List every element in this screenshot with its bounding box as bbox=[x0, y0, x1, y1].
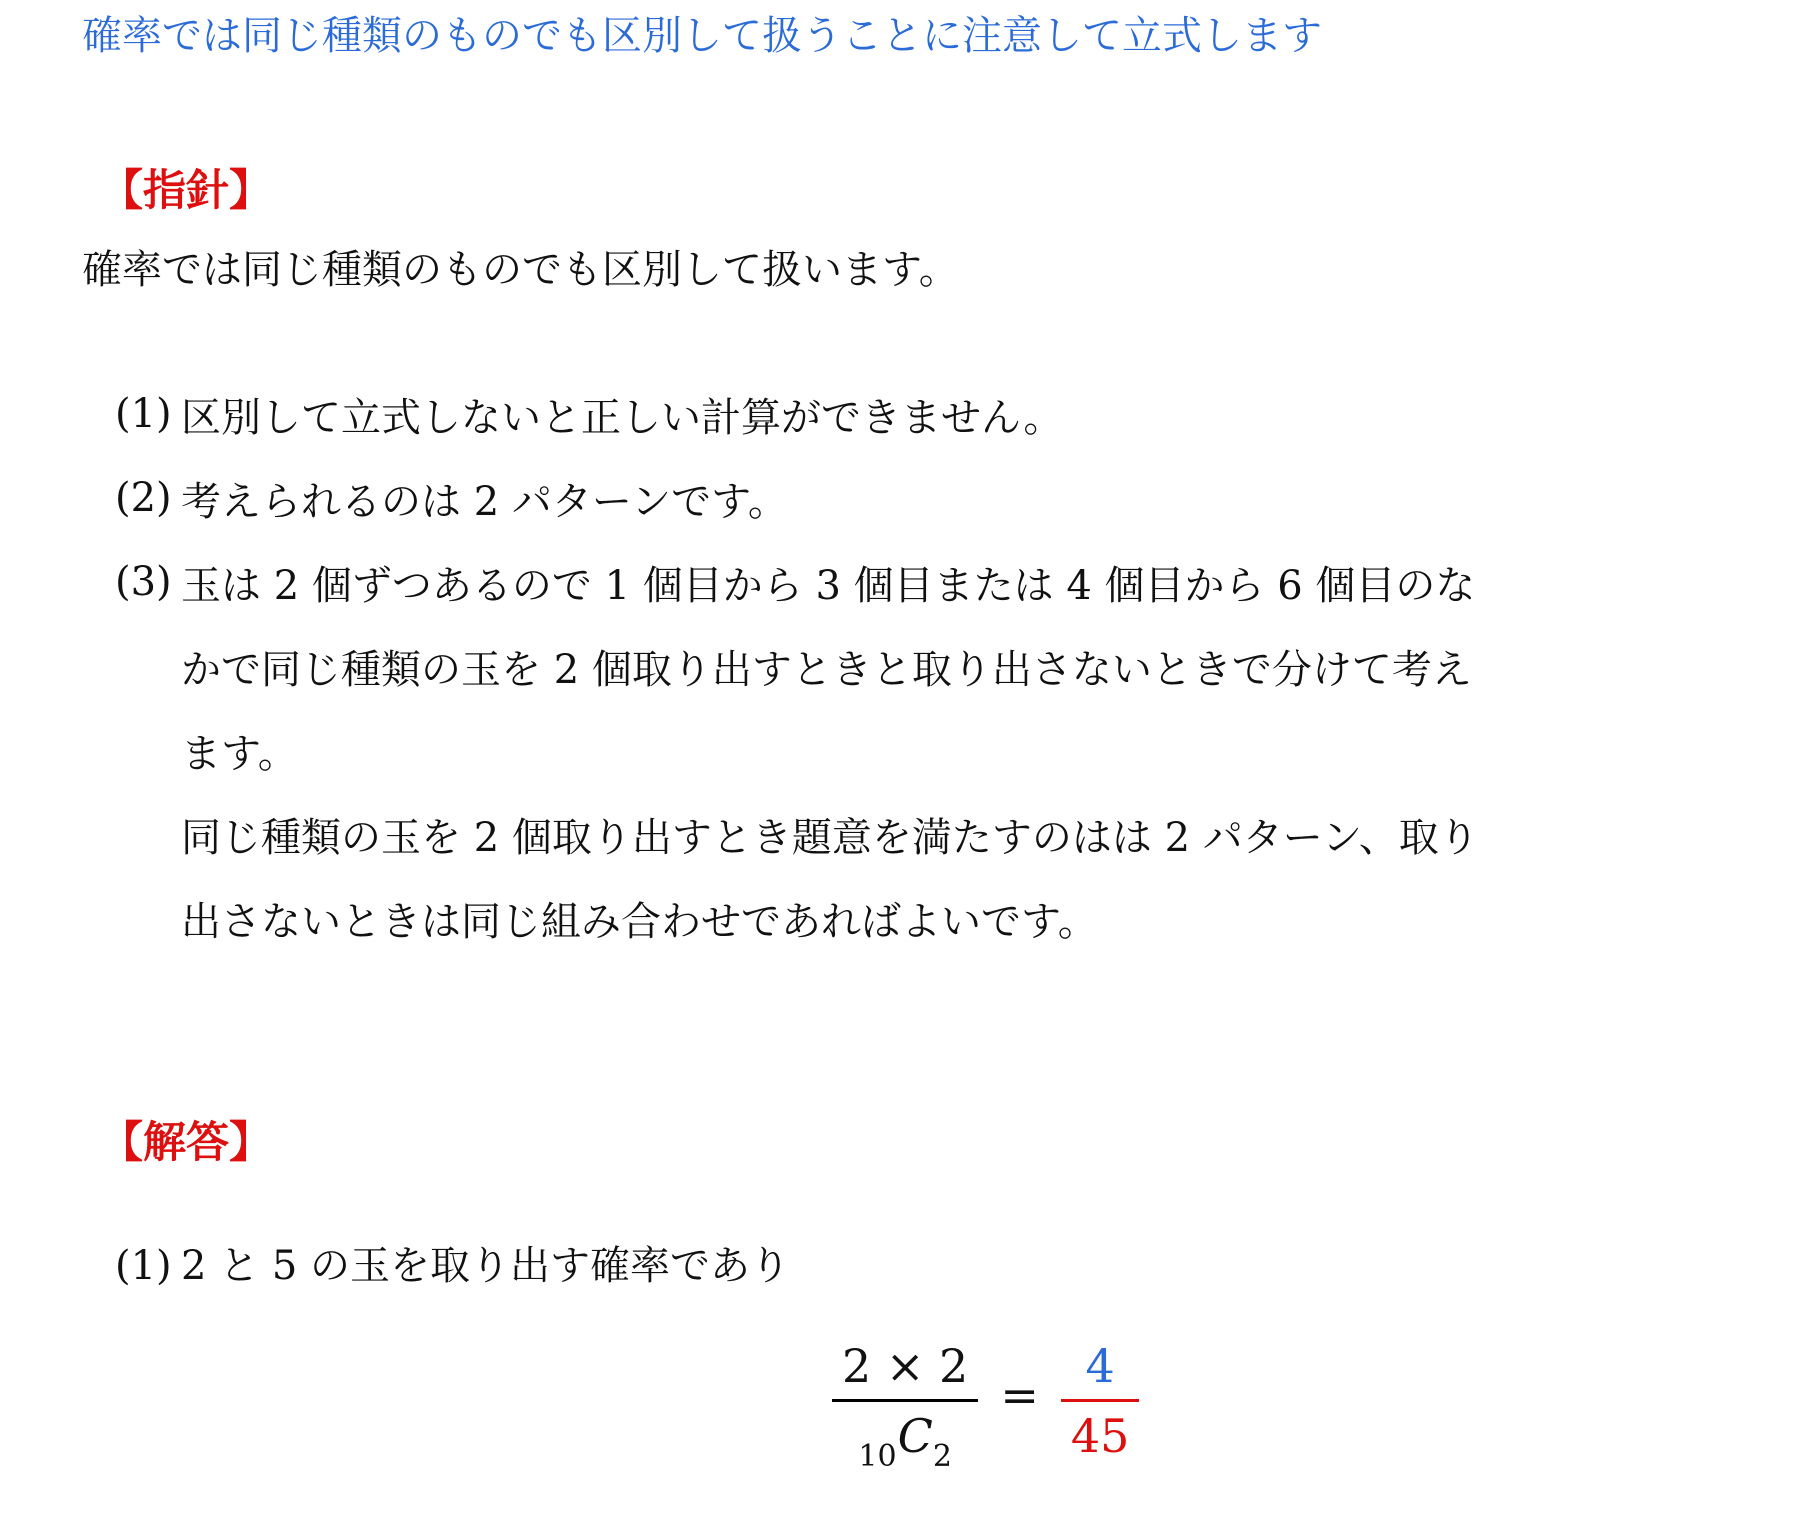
combination-subscript: 2 bbox=[932, 1438, 952, 1474]
guideline-list bbox=[115, 372, 1479, 960]
result-denominator: 45 bbox=[1070, 1408, 1130, 1463]
item-number: (2) bbox=[115, 475, 172, 521]
result-numerator: 4 bbox=[1085, 1339, 1115, 1393]
guideline-intro: 確率では同じ種類のものでも区別して扱います。 bbox=[82, 247, 959, 293]
fraction-denominator bbox=[848, 1402, 961, 1474]
combination-presubscript: 10 bbox=[858, 1438, 897, 1474]
answer-item bbox=[115, 1240, 790, 1292]
list-row bbox=[115, 540, 1479, 624]
item-number: (3) bbox=[115, 559, 172, 605]
result-fraction bbox=[1061, 1340, 1140, 1463]
section-heading-shishin: 【指針】 bbox=[100, 166, 272, 216]
list-row bbox=[115, 372, 1479, 456]
answer-item-text: 2 と 5 の玉を取り出す確率であり bbox=[181, 1243, 791, 1289]
item-text: かで同じ種類の玉を 2 個取り出すときと取り出さないときで分けて考え bbox=[181, 646, 1472, 693]
probability-formula bbox=[832, 1339, 1139, 1474]
list-row bbox=[115, 708, 1479, 792]
equals-sign: = bbox=[1000, 1368, 1039, 1423]
section-heading-kaito: 【解答】 bbox=[100, 1118, 272, 1168]
item-text: 玉は 2 個ずつあるので 1 個目から 3 個目または 4 個目から 6 個目のな bbox=[181, 562, 1476, 609]
item-text: 区別して立式しないと正しい計算ができません。 bbox=[181, 394, 1064, 441]
top-note: 確率では同じ種類のものでも区別して扱うことに注意して立式します bbox=[82, 13, 1322, 59]
list-row bbox=[115, 792, 1479, 876]
item-text: 同じ種類の玉を 2 個取り出すとき題意を満たすのはは 2 パターン、取り bbox=[181, 814, 1479, 861]
left-fraction bbox=[832, 1339, 978, 1474]
item-text: 考えられるのは 2 パターンです。 bbox=[181, 478, 788, 525]
list-row bbox=[115, 624, 1479, 708]
list-row bbox=[115, 876, 1479, 960]
item-number: (1) bbox=[115, 391, 172, 437]
answer-item-number: (1) bbox=[115, 1243, 172, 1289]
item-text: ます。 bbox=[181, 730, 298, 777]
list-row bbox=[115, 456, 1479, 540]
item-text: 出さないときは同じ組み合わせであればよいです。 bbox=[181, 898, 1098, 945]
fraction-numerator: 2 × 2 bbox=[842, 1339, 969, 1393]
combination-letter: C bbox=[897, 1408, 933, 1463]
